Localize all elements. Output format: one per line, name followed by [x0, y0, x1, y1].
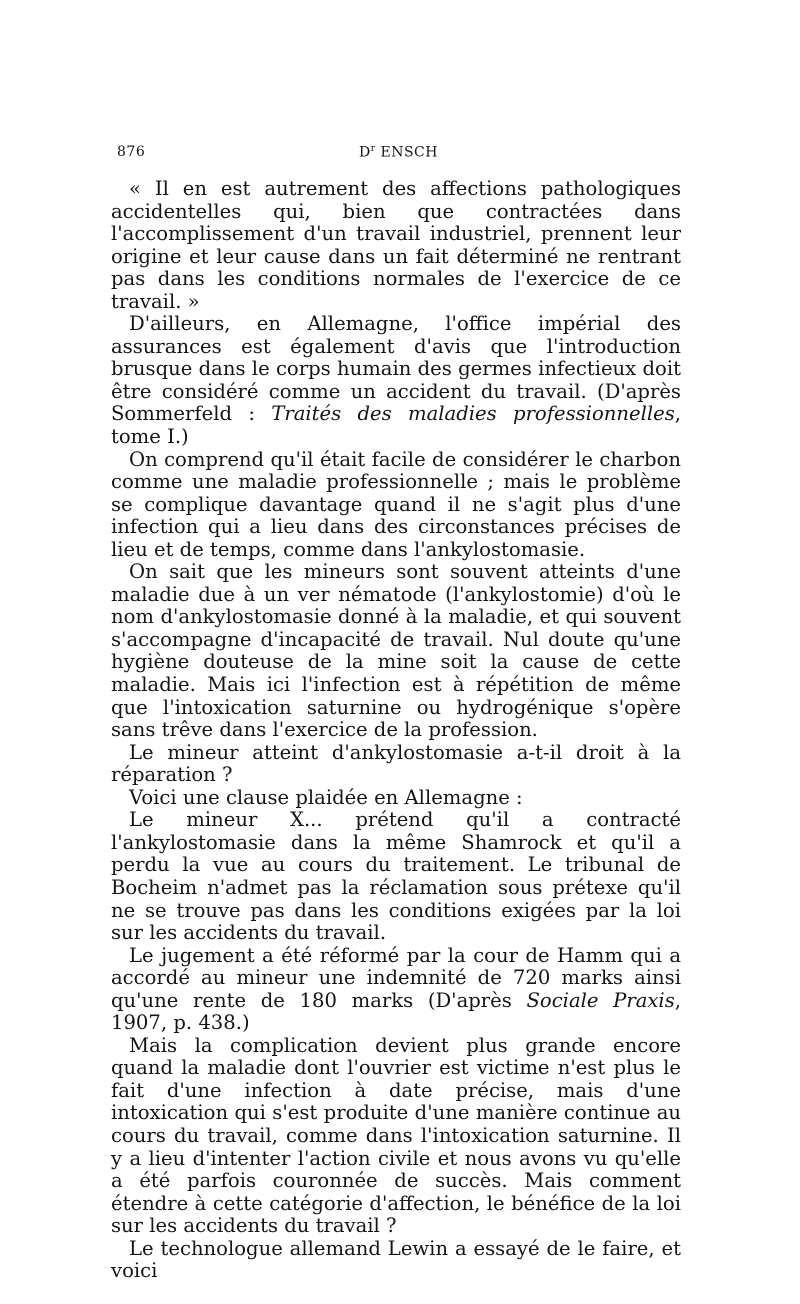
- running-head: $D^r$ ENSCH: [359, 144, 438, 161]
- paragraph-office-imperial: D'ailleurs, en Allemagne, l'office impérial des assurances est également d'avis que l'introduction brusque dans le corps humain des germes infectieux doit être considéré comme un accident du travail. (D'après Sommerfeld : Traités des maladies professionnelles, tome I.): [111, 312, 681, 449]
- paragraph-jugement: Le jugement a été réformé par la cour de Hamm qui a accordé au mineur une indemnité de 720 marks ainsi qu'une rente de 180 marks (D'après Sociale Praxis, 1907, p. 438.): [111, 943, 681, 1035]
- paragraph-quote: « Il en est autrement des affections pathologiques accidentelles qui, bien que contractées dans l'accomplissement d'un travail industriel, prennent leur origine et leur cause dans un fait déterminé ne rentrant pas dans les conditions normales de l'exercice de ce travail. »: [111, 177, 681, 313]
- paragraph-lewin: Le technologue allemand Lewin a essayé de le faire, et voici: [111, 1236, 681, 1283]
- page-number: 876: [117, 144, 146, 160]
- body-text: [111, 178, 681, 1283]
- paragraph-mineur-x: Le mineur X... prétend qu'il a contracté l'ankylostomasie dans la même Shamrock et qu'il a perdu la vue au cours du traitement. Le tribunal de Bocheim n'admet pas la réclamation sous prétexe qu'il ne se trouve pas dans les conditions exigées par la loi sur les accidents du travail.: [111, 808, 681, 945]
- paragraph-question: Le mineur atteint d'ankylostomasie a-t-il droit à la réparation ?: [111, 740, 681, 787]
- paragraph-clause: Voici une clause plaidée en Allemagne :: [129, 785, 523, 809]
- page-header: [117, 144, 680, 166]
- paragraph-mineurs: On sait que les mineurs sont souvent atteints d'une maladie due à un ver nématode (l'ankylostomie) d'où le nom d'ankylostomasie donné à la maladie, et qui souvent s'accompagne d'incapacité de travail. Nul doute qu'une hygiène douteuse de la mine soit la cause de cette maladie. Mais ici l'infection est à répétition de même que l'intoxication saturnine ou hydrogénique s'opère sans trêve dans l'exercice de la profession.: [111, 560, 681, 742]
- paragraph-complication: Mais la complication devient plus grande encore quand la maladie dont l'ouvrier est victime n'est plus le fait d'une infection à date précise, mais d'une intoxication qui s'est produite d'une manière continue au cours du travail, comme dans l'intoxication saturnine. Il y a lieu d'intenter l'action civile et nous avons vu qu'elle a été parfois couronnée de succès. Mais comment étendre à cette catégorie d'affection, le bénéfice de la loi sur les accidents du travail ?: [111, 1033, 681, 1238]
- paragraph-charbon: On comprend qu'il était facile de considérer le charbon comme une maladie professionnelle ; mais le problème se complique davantage quand il ne s'agit plus d'une infection qui a lieu dans des circonstances précises de lieu et de temps, comme dans l'ankylostomasie.: [111, 447, 681, 561]
